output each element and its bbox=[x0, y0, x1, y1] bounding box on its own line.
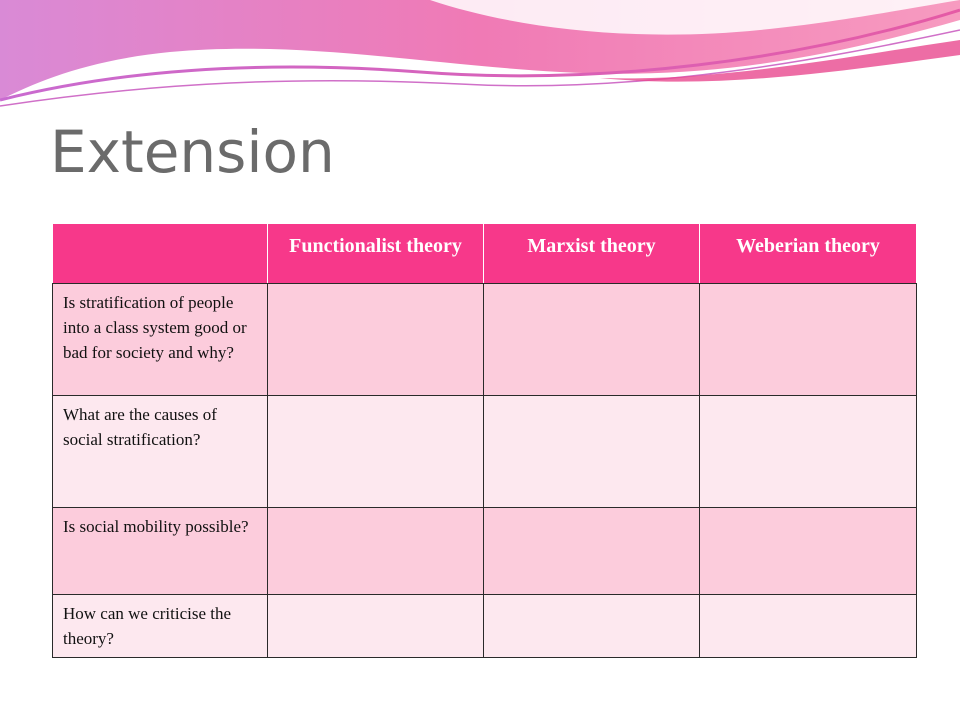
answer-cell-functionalist[interactable] bbox=[268, 284, 484, 396]
table-row bbox=[53, 508, 917, 595]
answer-cell-marxist[interactable] bbox=[484, 595, 700, 658]
question-cell: How can we criticise the theory? bbox=[53, 595, 268, 658]
header-weberian: Weberian theory bbox=[700, 224, 917, 284]
header-corner-cell bbox=[53, 224, 268, 284]
table-row bbox=[53, 396, 917, 508]
slide-title: Extension bbox=[50, 118, 335, 186]
theory-comparison-table bbox=[52, 223, 917, 658]
answer-cell-functionalist[interactable] bbox=[268, 508, 484, 595]
table-row bbox=[53, 595, 917, 658]
answer-cell-weberian[interactable] bbox=[700, 508, 917, 595]
question-cell: Is social mobility possible? bbox=[53, 508, 268, 595]
answer-cell-marxist[interactable] bbox=[484, 508, 700, 595]
answer-cell-weberian[interactable] bbox=[700, 284, 917, 396]
decorative-header-swoosh bbox=[0, 0, 960, 120]
question-cell: What are the causes of social stratification? bbox=[53, 396, 268, 508]
answer-cell-marxist[interactable] bbox=[484, 396, 700, 508]
answer-cell-marxist[interactable] bbox=[484, 284, 700, 396]
header-marxist: Marxist theory bbox=[484, 224, 700, 284]
answer-cell-functionalist[interactable] bbox=[268, 396, 484, 508]
answer-cell-weberian[interactable] bbox=[700, 595, 917, 658]
answer-cell-functionalist[interactable] bbox=[268, 595, 484, 658]
question-cell: Is stratification of people into a class system good or bad for society and why? bbox=[53, 284, 268, 396]
answer-cell-weberian[interactable] bbox=[700, 396, 917, 508]
header-functionalist: Functionalist theory bbox=[268, 224, 484, 284]
table-header-row bbox=[53, 224, 917, 284]
table-row bbox=[53, 284, 917, 396]
